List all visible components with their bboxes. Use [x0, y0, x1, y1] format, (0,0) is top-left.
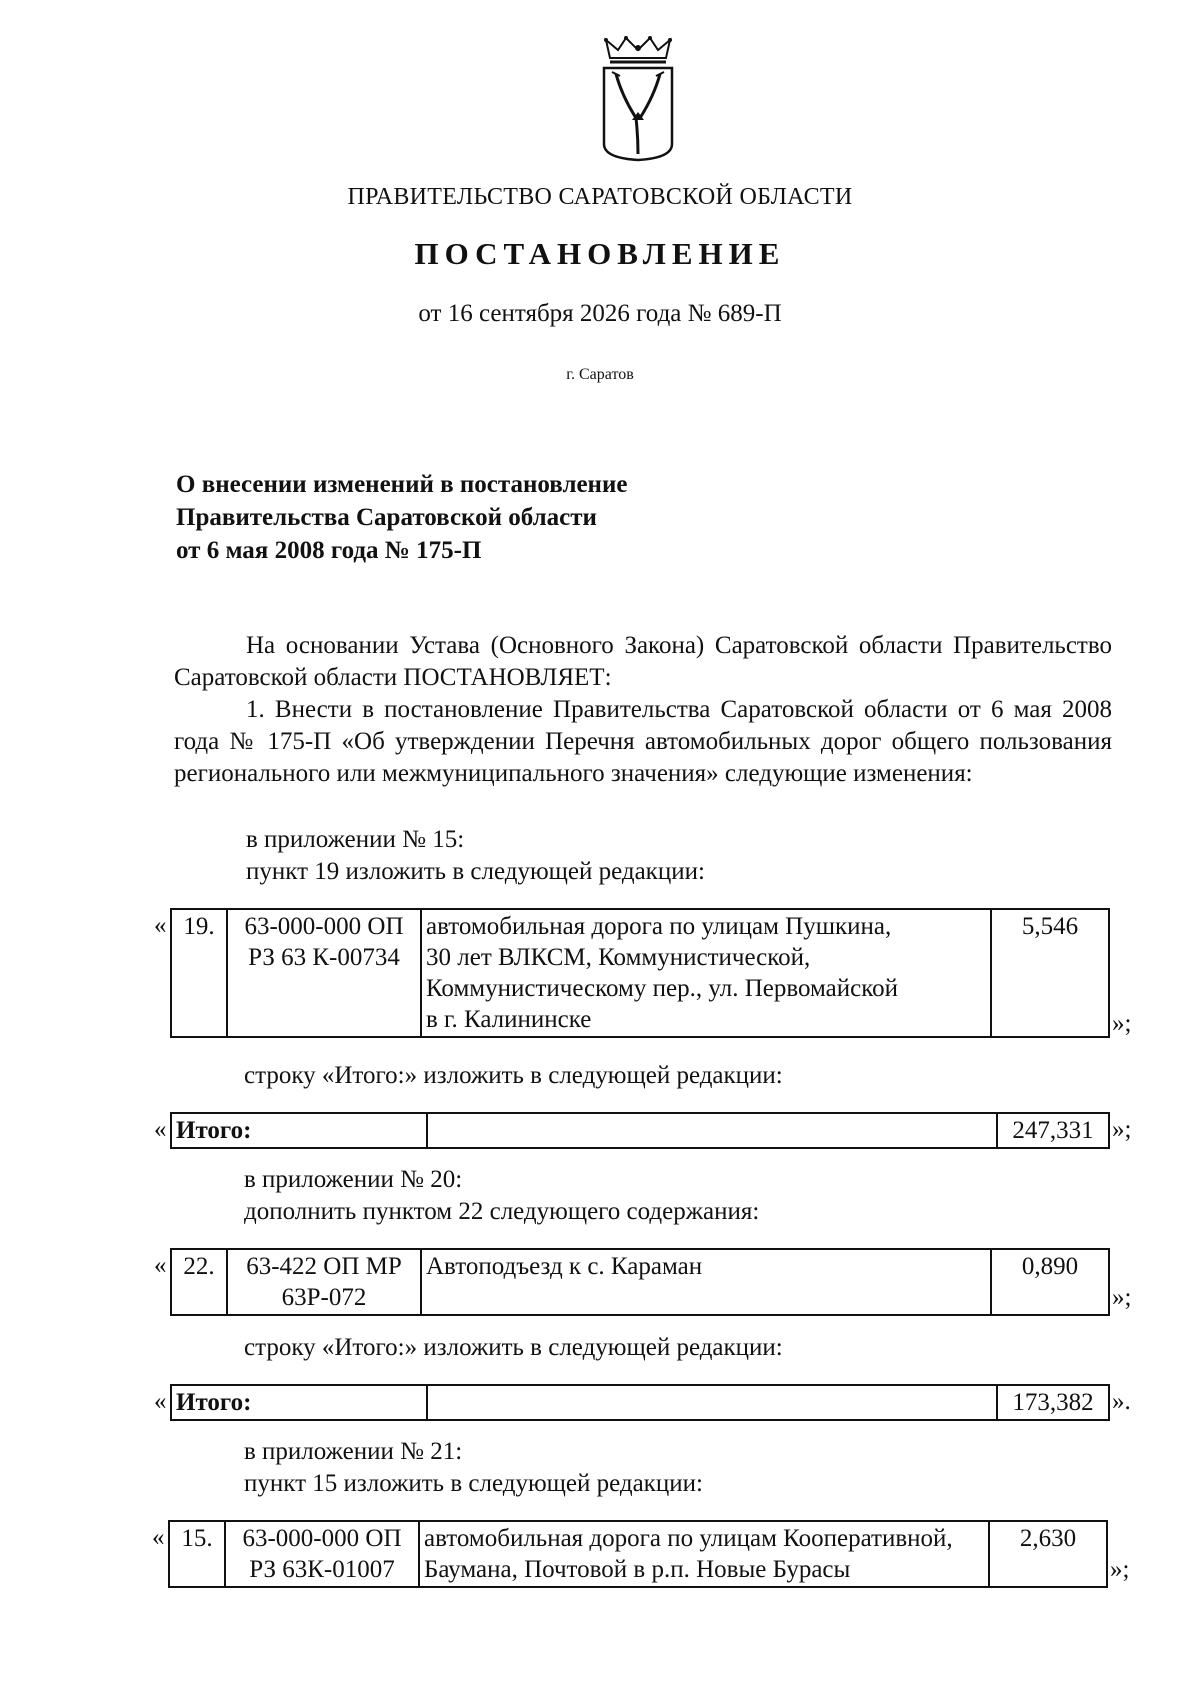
road-length: 2,630 — [989, 1521, 1107, 1587]
table-point-22 — [170, 1248, 1110, 1316]
close-quote: »; — [1112, 1010, 1132, 1037]
document-date-number: от 16 сентября 2026 года № 689-П — [418, 300, 782, 327]
government-name: ПРАВИТЕЛЬСТВО САРАТОВСКОЙ ОБЛАСТИ — [347, 184, 853, 210]
table-total-2 — [170, 1384, 1110, 1421]
close-quote: ». — [1112, 1388, 1131, 1415]
empty-cell — [427, 1113, 997, 1148]
row-number: 15. — [169, 1521, 225, 1587]
subject-line-1: О внесении изменений в постановление — [176, 471, 628, 498]
subject-line-2: Правительства Саратовской области — [176, 504, 597, 531]
road-name — [419, 1521, 989, 1587]
road-code-line-2: РЗ 63 К-00734 — [248, 944, 400, 971]
total-value: 247,331 — [997, 1113, 1109, 1148]
road-length: 5,546 — [991, 909, 1109, 1037]
appendix-21-line: в приложении № 21: — [244, 1438, 463, 1465]
point-19-intro: пункт 19 изложить в следующей редакции: — [246, 858, 705, 885]
road-name-line-2: 30 лет ВЛКСМ, Коммунистической, — [426, 944, 811, 971]
total-intro-1: строку «Итого:» изложить в следующей редакции: — [244, 1062, 783, 1089]
point-15-intro: пункт 15 изложить в следующей редакции: — [244, 1470, 703, 1497]
document-city: г. Саратов — [566, 366, 634, 383]
table-row — [169, 1521, 1107, 1587]
item-1-paragraph: 1. Внести в постановление Правительства Саратовской области от 6 мая 2008 года № 175-П «Об утверждении Перечня автомобильных дорог общего пользования регионального или межмуниципального значения» следующие изменения: — [174, 696, 1112, 787]
table-point-19 — [170, 908, 1110, 1038]
road-name-line-1: автомобильная дорога по улицам Кооперативной, — [424, 1525, 953, 1552]
saratov-coat-of-arms-icon — [596, 36, 680, 162]
appendix-20-line: в приложении № 20: — [244, 1166, 463, 1193]
row-number: 22. — [171, 1249, 227, 1315]
close-quote: »; — [1112, 1116, 1132, 1143]
road-name-line-4: в г. Калининске — [426, 1006, 592, 1033]
close-quote: »; — [1110, 1556, 1130, 1583]
road-name — [421, 909, 991, 1037]
road-code-line-1: 63-422 ОП МР — [246, 1253, 402, 1280]
road-name: Автоподъезд к с. Караман — [421, 1249, 991, 1315]
road-code-line-2: 63Р-072 — [281, 1284, 367, 1311]
road-length: 0,890 — [991, 1249, 1109, 1315]
road-code — [227, 1249, 421, 1315]
empty-cell — [427, 1385, 997, 1420]
road-name-line-2: Баумана, Почтовой в р.п. Новые Бурасы — [424, 1556, 851, 1583]
road-name-line-3: Коммунистическому пер., ул. Первомайской — [426, 975, 898, 1002]
total-label: Итого: — [171, 1385, 427, 1420]
total-value: 173,382 — [997, 1385, 1109, 1420]
open-quote: « — [154, 1388, 167, 1415]
open-quote: « — [154, 912, 167, 939]
open-quote: « — [154, 1252, 167, 1279]
road-code-line-1: 63-000-000 ОП — [242, 1525, 402, 1552]
road-code — [225, 1521, 419, 1587]
road-code-line-2: РЗ 63К-01007 — [249, 1556, 395, 1583]
table-row — [171, 1249, 1109, 1315]
close-quote: »; — [1112, 1284, 1132, 1311]
road-code — [227, 909, 421, 1037]
table-total-1 — [170, 1112, 1110, 1149]
total-intro-2: строку «Итого:» изложить в следующей редакции: — [244, 1334, 783, 1361]
row-number: 19. — [171, 909, 227, 1037]
table-row — [171, 909, 1109, 1037]
appendix-15-line: в приложении № 15: — [246, 826, 465, 853]
point-22-intro: дополнить пунктом 22 следующего содержания: — [244, 1198, 760, 1225]
subject-line-3: от 6 мая 2008 года № 175-П — [176, 537, 482, 564]
table-point-15 — [168, 1520, 1108, 1588]
open-quote: « — [154, 1116, 167, 1143]
open-quote: « — [152, 1524, 165, 1551]
road-code-line-1: 63-000-000 ОП — [244, 913, 404, 940]
table-row — [171, 1113, 1109, 1148]
document-subject — [176, 468, 627, 567]
preamble-paragraph: На основании Устава (Основного Закона) Саратовской области Правительство Саратовской области ПОСТАНОВЛЯЕТ: — [174, 632, 1112, 691]
road-name-line-1: автомобильная дорога по улицам Пушкина, — [426, 913, 892, 940]
total-label: Итого: — [171, 1113, 427, 1148]
document-type: ПОСТАНОВЛЕНИЕ — [414, 236, 786, 271]
table-row — [171, 1385, 1109, 1420]
